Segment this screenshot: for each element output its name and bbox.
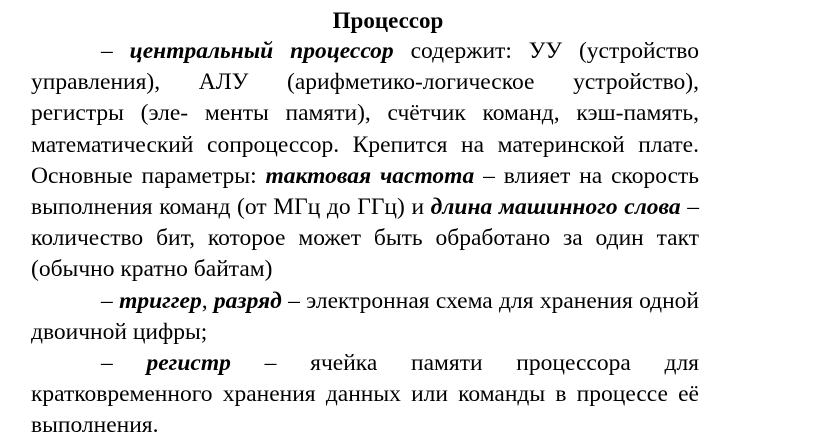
text-segment: – влияет на скорость выполнения команд (от МГц до ГГц) и [31,162,700,221]
document-title: Процессор [332,8,444,33]
paragraph-register [31,348,699,442]
document-page [31,6,699,442]
term-clock-frequency: тактовая частота [265,162,475,189]
text-segment: – [101,350,147,377]
term-central-processor: центральный процессор [129,38,394,64]
text-segment: содержит: УУ (устройство управления), АЛУ (арифметико-логическое устройство), регистры (эле- менты памяти), счётчик команд, кэш-память, математический сопроцессор. Крепится на материнской плате. Основные параметры: [31,38,699,189]
paragraph-central-processor [31,36,699,286]
text-segment: – количество бит, которое может быть обработано за один такт (обычно кратно байтам) [31,194,700,283]
paragraph-trigger [31,286,699,348]
text-segment: – электронная схема для хранения одной двоичной цифры; [31,287,700,345]
term-word-length: длина машинного слова [430,194,681,221]
term-register: регистр [146,350,231,377]
text-segment: , [201,287,214,314]
text-segment: – ячейка памяти процессора для кратковременного хранения данных или команды в процессе её выполнения. [31,350,699,439]
term-trigger: триггер [119,287,202,314]
text-segment: – [101,38,130,64]
term-bit-cell: разряд [213,287,282,314]
text-segment: – [101,287,120,314]
